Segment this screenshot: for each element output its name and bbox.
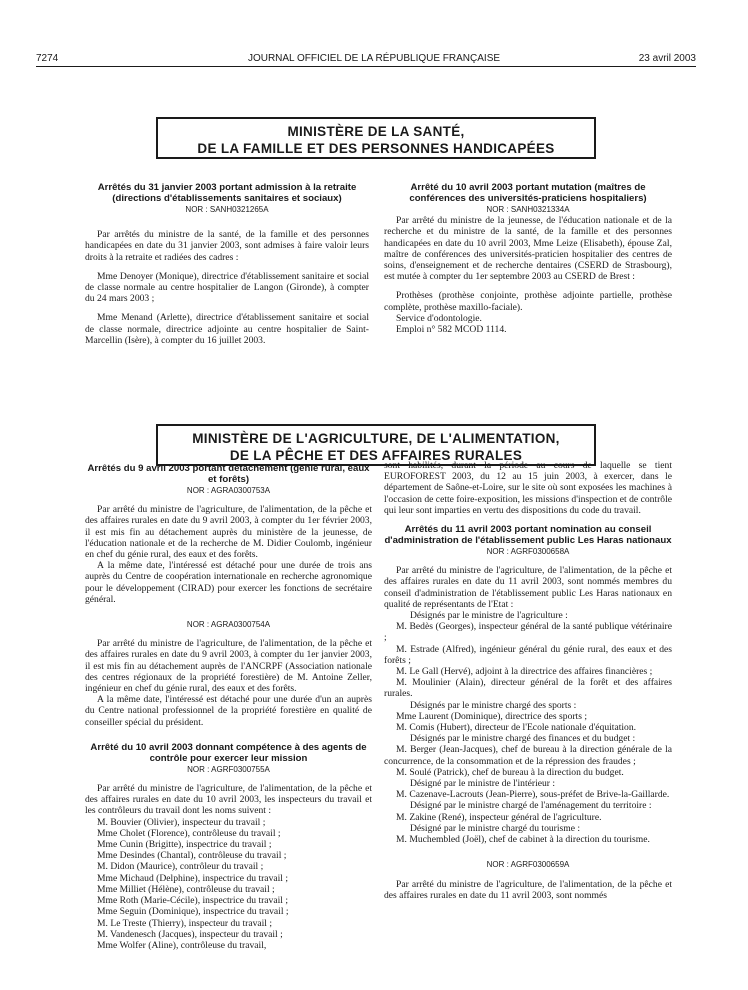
list-item: M. Comis (Hubert), directeur de l'Ecole nationale d'équitation. (396, 722, 637, 734)
ministry-heading-line: MINISTÈRE DE L'AGRICULTURE, DE L'ALIMENTATION, (192, 431, 560, 446)
paragraph: Par arrêté du ministre de l'agriculture, de l'alimentation, de la pêche et des affaires rurales en date du 9 avril 2003, à compter du 1er février 2003, il est mis fin au détachement auprès du ministère de la jeunesse, de l'éducation nationale et de la recherche de M. Didier Coulomb, ingénieur en chef du génie rural, des eaux et des forêts. (85, 504, 372, 561)
list-item: Mme Desindes (Chantal), contrôleuse du travail ; (97, 850, 287, 862)
nor-reference: NOR : AGRF0300658A (486, 547, 570, 557)
designation-heading: Désignés par le ministre chargé des finances et du budget : (410, 733, 636, 745)
list-item: M. Didon (Maurice), contrôleur du travail ; (97, 861, 264, 873)
article-title: Arrêtés du 11 avril 2003 portant nomination au conseil d'administration de l'établissement public Les Haras nationaux (384, 524, 672, 547)
paragraph: Par arrêté du ministre de l'agriculture, de l'alimentation, de la pêche et des affaires rurales en date du 11 avril 2003, sont nommés (384, 878, 672, 901)
list-item: M. Cazenave-Lacrouts (Jean-Pierre), sous-préfet de Brive-la-Gaillarde. (396, 789, 670, 801)
list-item: M. Bouvier (Olivier), inspecteur du travail ; (97, 816, 266, 828)
ministry-heading-line: DE LA FAMILLE ET DES PERSONNES HANDICAPÉES (197, 141, 555, 156)
column-right-agriculture (384, 460, 672, 901)
article-title: Arrêtés du 31 janvier 2003 portant admission à la retraite (directions d'établissements sanitaires et sociaux) (97, 182, 357, 204)
designation-heading: Désigné par le ministre chargé du tourisme : (410, 822, 581, 834)
list-item: M. Bedès (Georges), inspecteur général de la santé publique vétérinaire ; (384, 621, 672, 644)
nor-reference: NOR : AGRA0300754A (186, 620, 271, 630)
nor-reference: NOR : SANH0321334A (486, 205, 570, 214)
paragraph: Mme Menand (Arlette), directrice d'établissement sanitaire et social de classe normale, directrice adjointe au centre hospitalier de Saint-Marcellin (Isère), à compter du 16 juillet 2003. (85, 312, 369, 346)
list-item: Mme Laurent (Dominique), directrice des sports ; (396, 710, 588, 722)
nor-reference: NOR : SANH0321265A (185, 205, 269, 214)
issue-date: 23 avril 2003 (638, 53, 696, 64)
list-item: M. Moulinier (Alain), directeur général de la forêt et des affaires rurales. (384, 677, 672, 700)
paragraph: Mme Denoyer (Monique), directrice d'établissement sanitaire et social de classe normale au centre hospitalier de Langon (Gironde), à compter du 24 mars 2003 ; (85, 270, 369, 305)
ministry-heading-line: MINISTÈRE DE LA SANTÉ, (287, 124, 465, 139)
paragraph: Par arrêté du ministre de l'agriculture, de l'alimentation, de la pêche et des affaires rurales en date du 10 avril 2003, les inspecteurs du travail et les contrôleurs du travail dont les noms suivent : (85, 783, 372, 817)
list-item: Mme Seguin (Dominique), inspectrice du travail ; (97, 906, 289, 918)
list-item: M. Muchembled (Joël), chef de cabinet à la direction du tourisme. (396, 834, 650, 846)
column-left-agriculture (85, 463, 372, 951)
paragraph: Prothèses (prothèse conjointe, prothèse adjointe partielle, prothèse complète, prothèse maxillo-faciale). (384, 290, 672, 313)
nor-reference: NOR : AGRF0300659A (486, 860, 570, 870)
designation-heading: Désigné par le ministre chargé de l'aménagement du territoire : (410, 800, 652, 812)
list-item: M. Soulé (Patrick), chef de bureau à la direction du budget. (396, 766, 624, 778)
paragraph: Emploi n° 582 MCOD 1114. (396, 324, 507, 336)
nor-reference: NOR : AGRA0300753A (186, 486, 271, 495)
designation-heading: Désignés par le ministre de l'agriculture : (410, 610, 568, 622)
list-item: Mme Michaud (Delphine), inspectrice du travail ; (97, 872, 289, 884)
journal-title: JOURNAL OFFICIEL DE LA RÉPUBLIQUE FRANÇAISE (247, 53, 501, 64)
list-item: M. Estrade (Alfred), ingénieur général du génie rural, des eaux et des forêts ; (384, 643, 672, 666)
list-item: Mme Roth (Marie-Cécile), inspectrice du travail ; (97, 895, 289, 907)
paragraph: A la même date, l'intéressé est détaché pour une durée d'un an auprès du Centre national professionnel de la propriété forestière en qualité de conseiller spécial du président. (85, 694, 372, 728)
paragraph: Service d'odontologie. (396, 312, 482, 324)
article-mutation (384, 182, 672, 335)
page-number: 7274 (36, 53, 59, 64)
list-item: M. Le Treste (Thierry), inspecteur du travail ; (97, 917, 273, 929)
designation-heading: Désignés par le ministre chargé des sports : (410, 699, 577, 711)
paragraph: sont habilités, durant la période au cours de laquelle se tient EUROFOREST 2003, du 12 au 15 juin 2003, à exercer, dans le département de Saône-et-Loire, sur le site où sont exposées les machines à l'occasion de cette foire-exposition, les missions d'inspection et de contrôle qui leur sont imparties en vertu des dispositions du code du travail. (384, 460, 672, 516)
paragraph: Par arrêté du ministre de la jeunesse, de l'éducation nationale et de la recherche et du ministre de la santé, de la famille et des personnes handicapées en date du 10 avril 2003, Mme Leize (Elisabeth), épouse Zal, maître de conférences des universités-praticien hospitalier des centres de soins, d'enseignement et de recherche dentaires (CSERD de Strasbourg), est mutée à compter du 1er septembre 2003 au CSERD de Brest : (384, 215, 672, 283)
nor-reference: NOR : AGRF0300755A (187, 764, 270, 774)
ministry-heading-line: DE LA PÊCHE ET DES AFFAIRES RURALES (229, 448, 523, 463)
designation-heading: Désigné par le ministre de l'intérieur : (410, 778, 556, 790)
paragraph: Par arrêtés du ministre de la santé, de la famille et des personnes handicapées en date du 31 janvier 2003, sont admises à faire valoir leurs droits à la retraite et radiées des cadres : (85, 229, 369, 263)
ministry-heading-sante (156, 117, 596, 159)
list-item: Mme Cunin (Brigitte), inspectrice du travail ; (97, 839, 272, 851)
paragraph: Par arrêté du ministre de l'agriculture, de l'alimentation, de la pêche et des affaires rurales en date du 9 avril 2003, à compter du 1er janvier 2003, il est mis fin au détachement auprès de l'ANCRPF (Association nationale des centres régionaux de la propriété forestière) de M. Antoine Zeller, ingénieur en chef du génie rural, des eaux et des forêts. (85, 638, 372, 695)
article-title: Arrêtés du 9 avril 2003 portant détachement (génie rural, eaux et forêts) (87, 463, 370, 485)
list-item: Mme Wolfer (Aline), contrôleuse du travail, (97, 939, 267, 951)
list-item: M. Le Gall (Hervé), adjoint à la directrice des affaires financières ; (396, 666, 653, 678)
list-item: Mme Milliet (Hélène), contrôleuse du travail ; (97, 883, 275, 895)
list-item: M. Zakine (René), inspecteur général de l'agriculture. (396, 811, 602, 823)
paragraph: A la même date, l'intéressé est détaché pour une durée de trois ans auprès du Centre de coopération internationale en recherche agronomique pour le développement (CIRAD) pour exercer les fonctions de secrétaire général. (85, 560, 372, 605)
list-item: M. Berger (Jean-Jacques), chef de bureau à la direction générale de la concurrence, de la consommation et de la répression des fraudes ; (384, 744, 672, 767)
article-retraite (85, 182, 369, 346)
paragraph: Par arrêté du ministre de l'agriculture, de l'alimentation, de la pêche et des affaires rurales en date du 11 avril 2003, sont nommés membres du conseil d'administration de l'établissement public Les Haras nationaux en qualité de représentants de l'Etat : (384, 565, 672, 610)
article-title: Arrêté du 10 avril 2003 portant mutation (maîtres de conférences des universités-praticiens hospitaliers) (409, 182, 647, 204)
header-rule (36, 66, 696, 67)
article-title: Arrêté du 10 avril 2003 donnant compétence à des agents de contrôle pour exercer leur mission (90, 741, 367, 764)
list-item: M. Vandenesch (Jacques), inspecteur du travail ; (97, 928, 283, 940)
list-item: Mme Cholet (Florence), contrôleuse du travail ; (97, 827, 281, 839)
